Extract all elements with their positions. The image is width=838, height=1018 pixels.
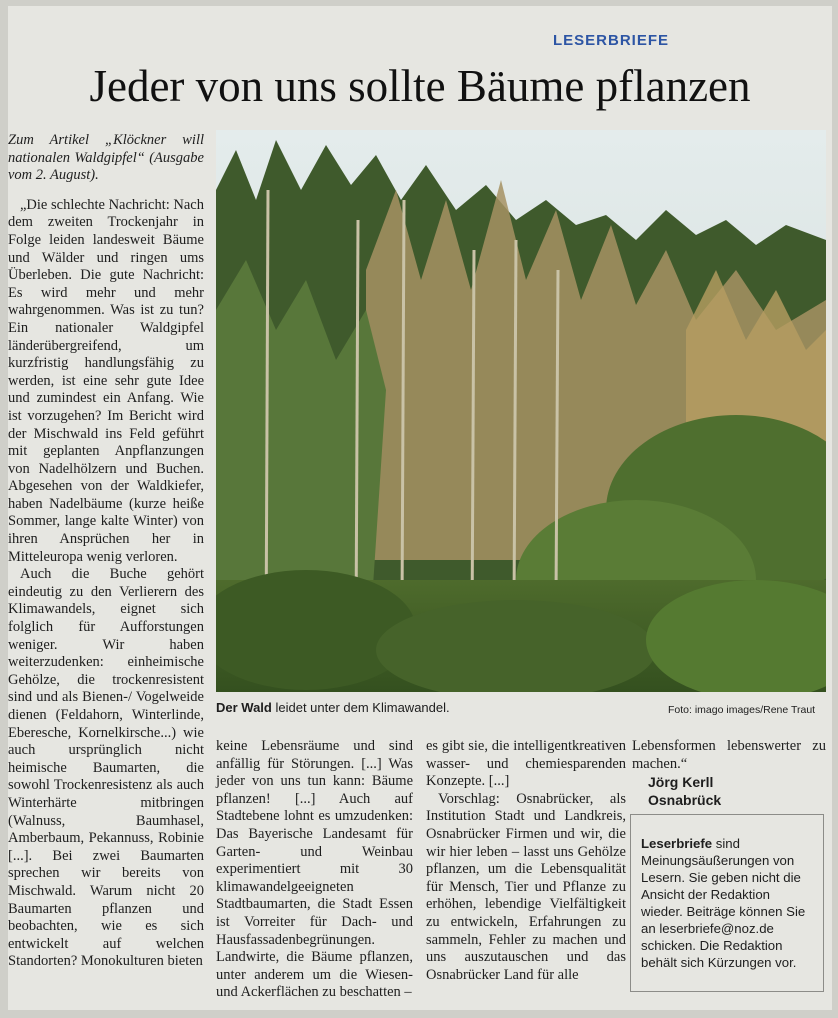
letter-paragraph-5: Vorschlag: Osnabrücker, als Institution Stadt und Landkreis, Osnabrücker Firmen und wir, die wir hier leben – lasst uns Gehölze pflanzen, um die Lebensqualität für Mensch, Tier und Pflanze zu erhöhen, lebendige Vielfältigkeit zu entwickeln, Erfahrungen zu sammeln, Fehler zu machen und uns auszutauschen und das Osnabrücker Land für alle <box>426 790 626 983</box>
caption-text: leidet unter dem Klimawandel. <box>271 700 450 715</box>
letter-paragraph-2: Auch die Buche gehört eindeutig zu den Verlierern des Klimawandels, eignet sich folglich für Aufforstungen weniger. Wir haben weiterzudenken: einheimische Gehölze, die trockenresistent sind und als Bienen-/ Vogelweide dienen (Feldahorn, Winterlinde, Eberesche, Kornelkirsche...) wie auch ursprünglich nicht heimische Baumarten, die sowohl Trockenresistenz als auch Winterhärte mitbringen (Walnuss, Baumhasel, Amberbaum, Pekannuss, Robinie [...]. Bei zwei Baumarten sprechen wir bereits von Mischwald. Warum nicht 20 Baumarten pflanzen und beobachten, wie es sich entwickelt auf welchen Standorten? Monokulturen bieten <box>8 566 204 970</box>
headline: Jeder von uns sollte Bäume pflanzen <box>89 61 751 111</box>
letter-column-1 <box>8 132 204 971</box>
caption-bold: Der Wald <box>216 700 272 715</box>
info-box <box>630 814 824 992</box>
info-box-text: sind Meinungsäußerungen von Lesern. Sie geben nicht die Ansicht der Redaktion wieder. Beiträge können Sie an leserbriefe@noz.de schicken. Die Redaktion behält sich Kürzungen vor. <box>641 836 806 970</box>
letter-column-4 <box>632 738 826 809</box>
photo-credit: Foto: imago images/Rene Traut <box>668 704 816 716</box>
letter-column-3 <box>426 738 626 984</box>
letter-paragraph-3: keine Lebensräume und sind anfällig für Störungen. [...] Was jeder von uns tun kann: Bäume pflanzen! [...] Auch auf Stadtebene lohnt es umzudenken: Das Bayerische Landesamt für Garten- und Weinbau experimentiert mit 30 klimawandelgeeigneten Stadtbaumarten, die Stadt Essen ist Vorreiter für Dach- und Hausfassadenbegrünungen. Landwirte, die Bäume pflanzen, unter anderem um die Wiesen- und Ackerflächen zu beschatten – <box>216 738 413 1001</box>
forest-photo <box>216 130 826 692</box>
letter-paragraph-1: „Die schlechte Nachricht: Nach dem zweiten Trockenjahr in Folge leiden landesweit Bäume und Wälder und ringen ums Überleben. Die gute Nachricht: Es wird mehr und mehr wahrgenommen. Was ist zu tun? Ein nationaler Waldgipfel länderübergreifend, um kurzfristig handlungsfähig zu werden, ist eine sehr gute Idee und zumindest ein Anfang. Wie ist vorzugehen? Im Bericht wird der Mischwald ins Feld geführt mit geplanten Anpflanzungen von Nadelhölzern und Buchen. Abgesehen von der Waldkiefer, haben Nadelbäume (kurze heiße Sommer, lange kalte Winter) von ihren Ansprüchen her in Mitteleuropa wenig verloren. <box>8 196 204 565</box>
letter-column-2 <box>216 738 413 1002</box>
photo-caption <box>216 700 450 715</box>
author-name: Jörg Kerll <box>648 774 714 791</box>
author-city: Osnabrück <box>648 792 722 809</box>
section-rubric: LESERBRIEFE <box>553 32 670 49</box>
letter-closing: Lebensformen lebenswerter zu machen.“ <box>632 738 826 772</box>
article-reference: Zum Artikel „Klöckner will nationalen Waldgipfel“ (Ausgabe vom 2. August). <box>8 132 204 184</box>
newspaper-page <box>8 6 832 1010</box>
info-box-title: Leserbriefe <box>641 836 713 851</box>
letter-paragraph-4: es gibt sie, die intelligentkreativen wasser- und chemiesparenden Konzepte. [...] <box>426 738 626 790</box>
